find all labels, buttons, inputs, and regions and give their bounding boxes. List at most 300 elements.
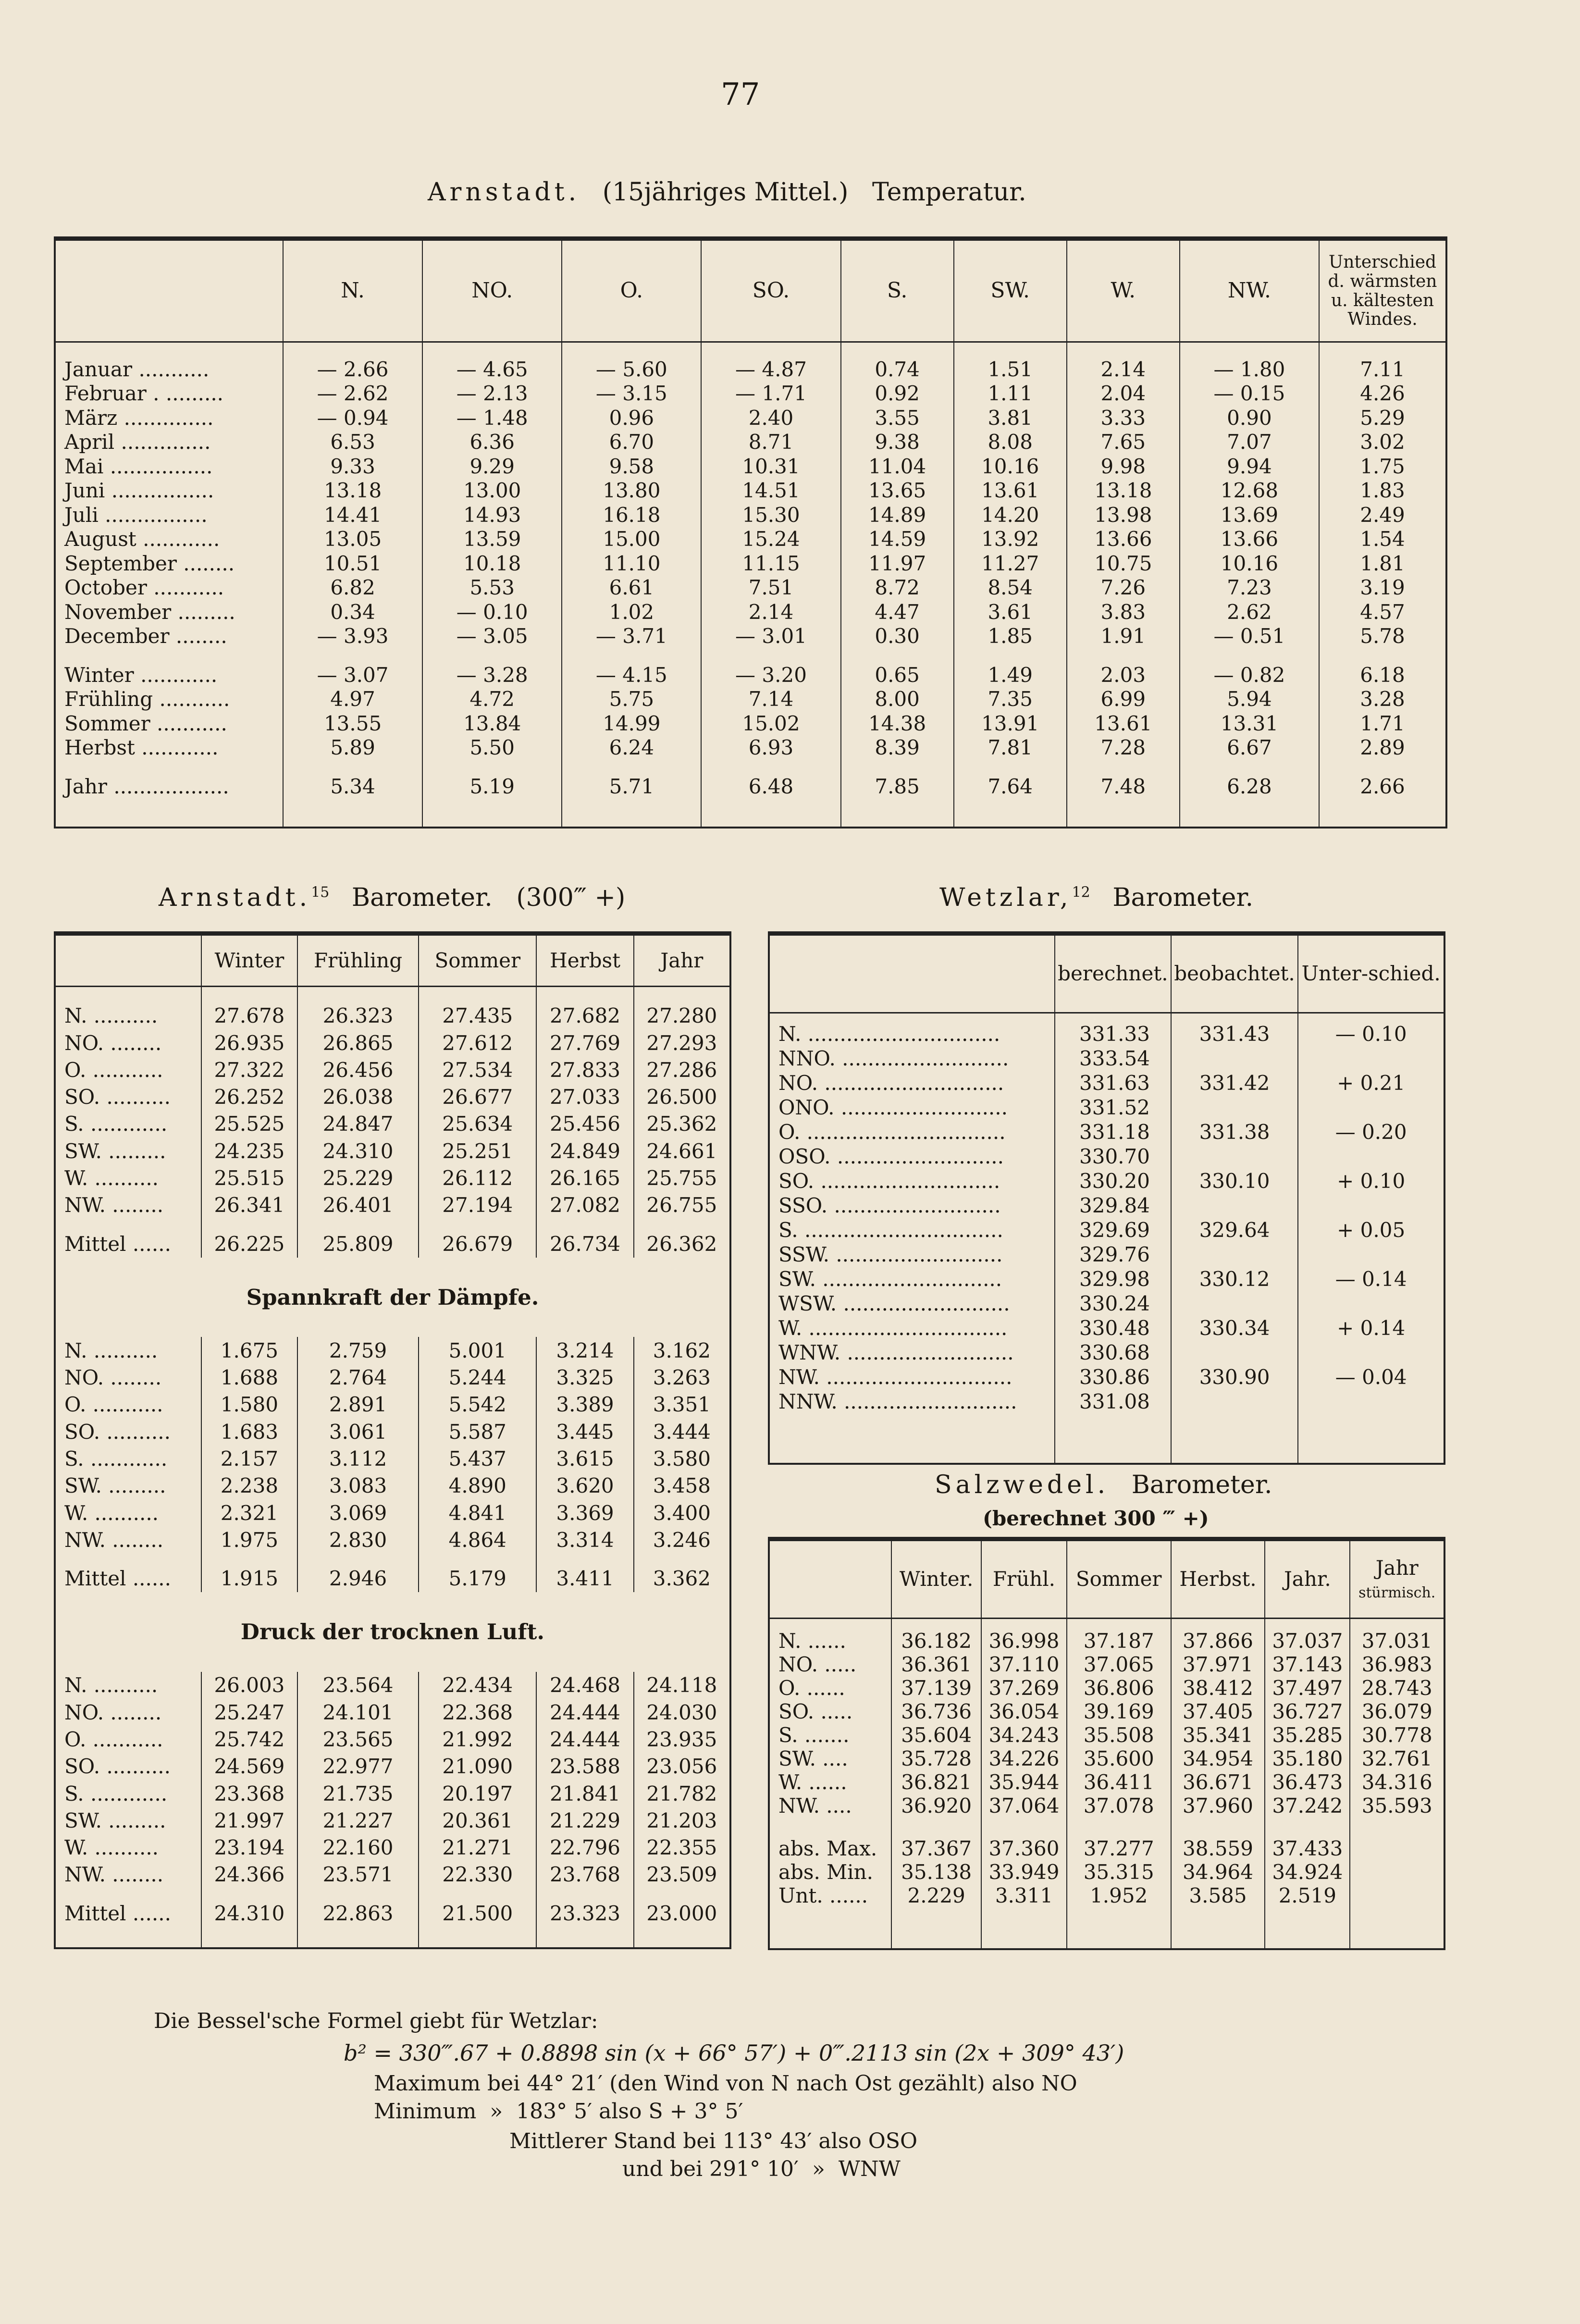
arnstadt-barometer-cell: 24.847 <box>297 1111 419 1137</box>
arnstadt-barometer-cell: 26.323 <box>297 1002 419 1029</box>
temperature-cell: 2.04 <box>1067 382 1180 406</box>
temperature-row <box>55 406 1446 430</box>
salzwedel-col-header-text: Winter. <box>899 1567 974 1591</box>
salzwedel-row-cell: 36.079 <box>1350 1700 1444 1723</box>
temperature-row-label: November ......... <box>64 600 235 624</box>
spannkraft-mittel-cell: 1.915 <box>201 1565 297 1592</box>
salzwedel-col-header <box>1171 1539 1265 1619</box>
druck-cell: 21.203 <box>634 1807 730 1834</box>
wetzlar-row <box>769 1095 1444 1120</box>
spannkraft-cell: 1.675 <box>201 1337 297 1364</box>
arnstadt-barometer-cell: 26.865 <box>297 1029 419 1056</box>
spannkraft-cell: 3.369 <box>536 1499 633 1526</box>
temperature-cell: 5.50 <box>422 736 562 760</box>
spannkraft-row-label: NW. ........ <box>64 1528 164 1552</box>
wetzlar-cell: 331.52 <box>1055 1095 1171 1120</box>
druck-row-label: N. .......... <box>64 1673 158 1697</box>
arnstadt-barometer-cell: 27.082 <box>536 1192 633 1219</box>
temperature-cell: 0.65 <box>841 663 954 687</box>
temperature-cell: 8.08 <box>954 430 1067 455</box>
temperature-col-header: W. <box>1067 239 1180 342</box>
arnstadt-barometer-cell: 27.833 <box>536 1056 633 1083</box>
temperature-cell: 3.28 <box>1319 687 1446 712</box>
druck-row-label: NW. ........ <box>64 1863 164 1887</box>
druck-cell: 21.227 <box>297 1807 419 1834</box>
druck-cell: 22.796 <box>536 1834 633 1861</box>
temperature-cell: — 3.01 <box>701 624 840 649</box>
druck-mittel-cell: 23.323 <box>536 1900 633 1927</box>
arnstadt-barometer-cell: 26.456 <box>297 1056 419 1083</box>
wetzlar-title-place: Wetzlar, <box>939 883 1072 912</box>
spannkraft-cell: 3.314 <box>536 1526 633 1553</box>
salzwedel-extra-row-cell <box>1350 1860 1444 1884</box>
druck-cell: 21.997 <box>201 1807 297 1834</box>
druck-cell: 22.355 <box>634 1834 730 1861</box>
temperature-cell: — 4.15 <box>562 663 701 687</box>
temperature-cell: 5.71 <box>562 774 701 799</box>
salzwedel-barometer-table <box>768 1537 1445 1950</box>
temperature-cell: 0.96 <box>562 406 701 430</box>
temperature-cell: — 3.28 <box>422 663 562 687</box>
temperature-cell: 6.61 <box>562 576 701 600</box>
spannkraft-cell: 3.615 <box>536 1445 633 1472</box>
salzwedel-title-place: Salzwedel. <box>935 1471 1110 1499</box>
wetzlar-row-label: WSW. .......................... <box>778 1291 1010 1315</box>
temperature-cell: 1.71 <box>1319 711 1446 736</box>
wetzlar-row-label: NO. ............................ <box>778 1071 1004 1095</box>
wetzlar-col-header: beobachtet. <box>1171 934 1298 1013</box>
spannkraft-row-label: SW. ......... <box>64 1474 166 1498</box>
salzwedel-row-cell: 36.998 <box>981 1629 1066 1653</box>
salzwedel-row-cell: 37.405 <box>1171 1700 1265 1723</box>
temperature-cell: 6.93 <box>701 736 840 760</box>
druck-cell: 24.366 <box>201 1861 297 1888</box>
temperature-cell: 0.90 <box>1180 406 1319 430</box>
salzwedel-extra-row-cell: 35.315 <box>1067 1860 1171 1884</box>
temperature-cell: 2.14 <box>1067 357 1180 382</box>
salzwedel-row-cell: 36.473 <box>1265 1770 1350 1794</box>
spannkraft-cell: 5.437 <box>419 1445 536 1472</box>
arnstadt-barometer-row <box>55 1029 730 1056</box>
spannkraft-mittel-cell: 3.411 <box>536 1565 633 1592</box>
druck-row <box>55 1726 730 1753</box>
temperature-cell: — 1.48 <box>422 406 562 430</box>
druck-mittel-cell: 23.000 <box>634 1900 730 1927</box>
wetzlar-cell <box>1298 1046 1444 1071</box>
arnstadt-col-header: Herbst <box>536 934 633 987</box>
wetzlar-row <box>769 1071 1444 1095</box>
bessel-mittlerer: Mittlerer Stand bei 113° 43′ also OSO <box>509 2129 918 2153</box>
salzwedel-row-cell: 35.728 <box>891 1747 981 1770</box>
salzwedel-extra-row-cell <box>1350 1884 1444 1907</box>
temperature-row-label: Sommer ........... <box>64 711 227 735</box>
temperature-cell: 0.34 <box>283 600 422 624</box>
arnstadt-barometer-cell: 25.362 <box>634 1111 730 1137</box>
temperature-row-label: Juni ................ <box>64 479 214 503</box>
spannkraft-cell: 3.069 <box>297 1499 419 1526</box>
wetzlar-cell <box>1298 1291 1444 1316</box>
wetzlar-cell: 330.10 <box>1171 1169 1298 1193</box>
arnstadt-barometer-cell: 27.194 <box>419 1192 536 1219</box>
temperature-cell: 3.02 <box>1319 430 1446 455</box>
wetzlar-cell <box>1298 1193 1444 1218</box>
druck-row <box>55 1834 730 1861</box>
temperature-cell: 6.70 <box>562 430 701 455</box>
wetzlar-col-header <box>769 934 1055 1013</box>
salzwedel-row-label: NW. .... <box>778 1793 852 1817</box>
salzwedel-extra-row-cell: 37.277 <box>1067 1837 1171 1860</box>
wetzlar-cell: 331.42 <box>1171 1071 1298 1095</box>
temperature-cell: — 3.71 <box>562 624 701 649</box>
bessel-formula: b² = 330‴.67 + 0.8898 sin (x + 66° 57′) + 0‴.2113 sin (2x + 309° 43′) <box>344 2040 1124 2066</box>
druck-cell: 23.935 <box>634 1726 730 1753</box>
temperature-cell: 9.38 <box>841 430 954 455</box>
temperature-row-label: Frühling ........... <box>64 687 230 711</box>
wetzlar-row-label: SSW. .......................... <box>778 1242 1003 1266</box>
salzwedel-row-label: S. ....... <box>778 1723 850 1747</box>
temperature-cell: 13.92 <box>954 527 1067 552</box>
temperature-row-label: Winter ............ <box>64 663 218 687</box>
druck-cell: 22.330 <box>419 1861 536 1888</box>
salzwedel-col-header <box>1350 1539 1444 1619</box>
wetzlar-cell: 329.69 <box>1055 1218 1171 1242</box>
arnstadt-barometer-cell: 26.500 <box>634 1084 730 1111</box>
spannkraft-row <box>55 1472 730 1499</box>
arnstadt-barometer-row-label: N. .......... <box>64 1004 158 1028</box>
temperature-cell: 2.40 <box>701 406 840 430</box>
spannkraft-cell: 4.890 <box>419 1472 536 1499</box>
spannkraft-cell: 2.891 <box>297 1391 419 1418</box>
salzwedel-extra-row-label: Unt. ...... <box>778 1883 868 1907</box>
arnstadt-barometer-cell: 27.286 <box>634 1056 730 1083</box>
temperature-cell: — 5.60 <box>562 357 701 382</box>
arnstadt-barometer-cell: 27.293 <box>634 1029 730 1056</box>
bessel-maximum: Maximum bei 44° 21′ (den Wind von N nach Ost gezählt) also NO <box>374 2071 1077 2096</box>
spannkraft-cell: 3.351 <box>634 1391 730 1418</box>
wetzlar-row <box>769 1365 1444 1389</box>
spannkraft-cell: 2.764 <box>297 1364 419 1391</box>
spannkraft-cell: 5.001 <box>419 1337 536 1364</box>
temperature-cell: 6.99 <box>1067 687 1180 712</box>
wetzlar-col-header: berechnet. <box>1055 934 1171 1013</box>
spannkraft-row-label: O. ........... <box>64 1393 163 1417</box>
wetzlar-cell: 329.64 <box>1171 1218 1298 1242</box>
arnstadt-barometer-row <box>55 1002 730 1029</box>
temperature-cell: 7.07 <box>1180 430 1319 455</box>
spannkraft-row <box>55 1337 730 1364</box>
salzwedel-row-cell: 35.180 <box>1265 1747 1350 1770</box>
arnstadt-barometer-cell: 26.677 <box>419 1084 536 1111</box>
spannkraft-row-label: SO. .......... <box>64 1420 171 1444</box>
temperature-cell: 13.18 <box>283 479 422 503</box>
salzwedel-row-cell: 36.806 <box>1067 1676 1171 1700</box>
temperature-cell: 7.35 <box>954 687 1067 712</box>
arnstadt-barometer-cell: 26.341 <box>201 1192 297 1219</box>
arnstadt-barometer-mittel-row <box>55 1230 730 1257</box>
arnstadt-barometer-row-label: W. .......... <box>64 1166 159 1190</box>
wetzlar-row-label: NNW. ........................... <box>778 1389 1017 1413</box>
arnstadt-barometer-row-label: SO. .......... <box>64 1085 171 1109</box>
salzwedel-row-cell: 37.037 <box>1265 1629 1350 1653</box>
spannkraft-cell: 1.683 <box>201 1418 297 1445</box>
salzwedel-row <box>769 1723 1444 1747</box>
wetzlar-col-header: Unter-schied. <box>1298 934 1444 1013</box>
arnstadt-barometer-table <box>54 931 731 1949</box>
salzwedel-col-header-text: Jahr <box>1375 1556 1419 1580</box>
salzwedel-title-rest: Barometer. <box>1131 1471 1272 1499</box>
temperature-cell: — 4.65 <box>422 357 562 382</box>
wetzlar-row-label: S. ............................... <box>778 1218 1003 1242</box>
temperature-row <box>55 454 1446 479</box>
salzwedel-col-header <box>891 1539 981 1619</box>
temperature-cell: 16.18 <box>562 503 701 527</box>
druck-cell: 24.444 <box>536 1726 633 1753</box>
temperature-cell: 5.19 <box>422 774 562 799</box>
spannkraft-cell: 1.688 <box>201 1364 297 1391</box>
page-number: 77 <box>721 77 760 112</box>
temperature-row-label: Februar . ......... <box>64 382 224 406</box>
salzwedel-row-cell: 36.736 <box>891 1700 981 1723</box>
arnstadt-barometer-cell: 25.525 <box>201 1111 297 1137</box>
druck-section-title: Druck der trocknen Luft. <box>240 1619 545 1645</box>
temperature-row <box>55 600 1446 624</box>
temperature-cell: — 3.20 <box>701 663 840 687</box>
temperature-cell: 9.94 <box>1180 454 1319 479</box>
temperature-cell: 2.03 <box>1067 663 1180 687</box>
temperature-row <box>55 736 1446 760</box>
arnstadt-barometer-cell: 26.401 <box>297 1192 419 1219</box>
temperature-cell: 5.94 <box>1180 687 1319 712</box>
arnstadt-barometer-mittel-cell: 26.225 <box>201 1230 297 1257</box>
spannkraft-cell: 3.112 <box>297 1445 419 1472</box>
temperature-cell: — 2.62 <box>283 382 422 406</box>
arnstadt-barometer-cell: 27.534 <box>419 1056 536 1083</box>
spannkraft-section-title: Spannkraft der Dämpfe. <box>246 1284 539 1310</box>
temperature-row <box>55 357 1446 382</box>
spannkraft-cell: 5.244 <box>419 1364 536 1391</box>
salzwedel-row-cell: 35.600 <box>1067 1747 1171 1770</box>
temperature-cell: 13.66 <box>1180 527 1319 552</box>
salzwedel-row-cell: 37.110 <box>981 1653 1066 1676</box>
wetzlar-row-label: N. .............................. <box>778 1022 1000 1046</box>
spannkraft-cell: 2.830 <box>297 1526 419 1553</box>
salzwedel-col-header-text: Sommer <box>1075 1567 1162 1591</box>
wetzlar-cell: 330.90 <box>1171 1365 1298 1389</box>
salzwedel-extra-row-cell: 37.433 <box>1265 1837 1350 1860</box>
druck-cell: 23.564 <box>297 1672 419 1699</box>
spannkraft-cell: 1.975 <box>201 1526 297 1553</box>
arnstadt-barometer-row <box>55 1111 730 1137</box>
temperature-col-header: NO. <box>422 239 562 342</box>
spannkraft-row-label: W. .......... <box>64 1501 159 1525</box>
temperature-row <box>55 663 1446 687</box>
arnstadt-barometer-cell: 26.935 <box>201 1029 297 1056</box>
spannkraft-cell: 3.580 <box>634 1445 730 1472</box>
temperature-cell: 10.18 <box>422 551 562 576</box>
temperature-cell: 14.51 <box>701 479 840 503</box>
temperature-cell: 13.61 <box>954 479 1067 503</box>
temperature-col-header: SO. <box>701 239 840 342</box>
wetzlar-row <box>769 1193 1444 1218</box>
salzwedel-row-cell: 36.182 <box>891 1629 981 1653</box>
temperature-cell: 14.99 <box>562 711 701 736</box>
druck-row-label: SW. ......... <box>64 1808 166 1832</box>
druck-row <box>55 1807 730 1834</box>
spannkraft-cell: 3.620 <box>536 1472 633 1499</box>
arnstadt-barometer-footnote: 15 <box>311 884 330 901</box>
temperature-cell: 14.93 <box>422 503 562 527</box>
salzwedel-row-cell: 39.169 <box>1067 1700 1171 1723</box>
druck-row-label: SO. .......... <box>64 1755 171 1779</box>
wetzlar-cell <box>1298 1144 1444 1169</box>
temperature-cell: 5.34 <box>283 774 422 799</box>
spannkraft-cell: 5.542 <box>419 1391 536 1418</box>
spannkraft-row <box>55 1526 730 1553</box>
spannkraft-cell: 3.400 <box>634 1499 730 1526</box>
wetzlar-row <box>769 1389 1444 1414</box>
temperature-cell: 2.62 <box>1180 600 1319 624</box>
arnstadt-barometer-cell: 27.280 <box>634 1002 730 1029</box>
spannkraft-row <box>55 1391 730 1418</box>
wetzlar-cell: 330.20 <box>1055 1169 1171 1193</box>
temperature-row-label: Jahr .................. <box>64 774 229 798</box>
wetzlar-cell: 330.34 <box>1171 1316 1298 1340</box>
spannkraft-cell: 3.458 <box>634 1472 730 1499</box>
temperature-cell: 3.81 <box>954 406 1067 430</box>
arnstadt-barometer-cell: 27.612 <box>419 1029 536 1056</box>
temperature-row <box>55 576 1446 600</box>
temperature-cell: — 0.51 <box>1180 624 1319 649</box>
druck-cell: 23.509 <box>634 1861 730 1888</box>
druck-cell: 24.030 <box>634 1699 730 1726</box>
salzwedel-row <box>769 1794 1444 1817</box>
druck-cell: 25.742 <box>201 1726 297 1753</box>
arnstadt-barometer-mittel-cell: 26.362 <box>634 1230 730 1257</box>
spannkraft-mittel-cell: 5.179 <box>419 1565 536 1592</box>
wetzlar-cell <box>1171 1291 1298 1316</box>
temperature-cell: 1.49 <box>954 663 1067 687</box>
wetzlar-cell: 331.33 <box>1055 1022 1171 1046</box>
temperature-row <box>55 711 1446 736</box>
temperature-cell: 5.78 <box>1319 624 1446 649</box>
temperature-cell: 2.49 <box>1319 503 1446 527</box>
salzwedel-row <box>769 1653 1444 1676</box>
spannkraft-cell: 3.162 <box>634 1337 730 1364</box>
druck-cell: 21.841 <box>536 1780 633 1807</box>
spannkraft-cell: 4.864 <box>419 1526 536 1553</box>
temperature-row-label: December ........ <box>64 624 227 648</box>
druck-row-label: W. .......... <box>64 1836 159 1860</box>
salzwedel-extra-row-cell: 35.138 <box>891 1860 981 1884</box>
salzwedel-row-cell: 37.031 <box>1350 1629 1444 1653</box>
temperature-cell: 1.81 <box>1319 551 1446 576</box>
druck-mittel-label: Mittel ...... <box>64 1902 171 1925</box>
salzwedel-row-cell: 35.341 <box>1171 1723 1265 1747</box>
temperature-col-header: NW. <box>1180 239 1319 342</box>
arnstadt-barometer-mittel-cell: 25.809 <box>297 1230 419 1257</box>
spannkraft-cell: 5.587 <box>419 1418 536 1445</box>
arnstadt-barometer-cell: 25.634 <box>419 1111 536 1137</box>
wetzlar-row-label: SW. ............................ <box>778 1267 1002 1291</box>
wetzlar-cell: 329.84 <box>1055 1193 1171 1218</box>
temperature-cell: 2.14 <box>701 600 840 624</box>
temperature-row-label: April .............. <box>64 430 211 454</box>
temperature-row-label: Juli ................ <box>64 503 208 527</box>
temperature-col-header: S. <box>841 239 954 342</box>
temperature-cell: 6.82 <box>283 576 422 600</box>
salzwedel-row-cell: 35.285 <box>1265 1723 1350 1747</box>
arnstadt-barometer-cell: 27.678 <box>201 1002 297 1029</box>
wetzlar-cell: 330.70 <box>1055 1144 1171 1169</box>
salzwedel-col-header-text: Jahr. <box>1284 1567 1331 1591</box>
temperature-cell: 3.33 <box>1067 406 1180 430</box>
spannkraft-mittel-cell: 3.362 <box>634 1565 730 1592</box>
arnstadt-barometer-cell: 27.033 <box>536 1084 633 1111</box>
temperature-cell: — 3.93 <box>283 624 422 649</box>
salzwedel-row-cell: 36.727 <box>1265 1700 1350 1723</box>
temperature-cell: 7.23 <box>1180 576 1319 600</box>
wetzlar-cell: 331.18 <box>1055 1120 1171 1144</box>
arnstadt-barometer-row-label: NW. ........ <box>64 1193 164 1217</box>
arnstadt-barometer-cell: 24.849 <box>536 1137 633 1164</box>
arnstadt-barometer-cell: 24.310 <box>297 1137 419 1164</box>
salzwedel-row-cell: 36.411 <box>1067 1770 1171 1794</box>
wetzlar-row <box>769 1120 1444 1144</box>
temperature-cell: 13.61 <box>1067 711 1180 736</box>
arnstadt-barometer-cell: 25.515 <box>201 1164 297 1191</box>
salzwedel-row-cell: 37.866 <box>1171 1629 1265 1653</box>
temperature-cell: 1.51 <box>954 357 1067 382</box>
druck-cell: 24.444 <box>536 1699 633 1726</box>
temperature-cell: 13.55 <box>283 711 422 736</box>
salzwedel-row-label: NO. ..... <box>778 1652 857 1676</box>
temperature-row <box>55 479 1446 503</box>
salzwedel-row-cell: 36.671 <box>1171 1770 1265 1794</box>
druck-row <box>55 1753 730 1780</box>
temperature-cell: 4.26 <box>1319 382 1446 406</box>
salzwedel-extra-row-cell: 33.949 <box>981 1860 1066 1884</box>
temperature-cell: 4.97 <box>283 687 422 712</box>
salzwedel-extra-row <box>769 1837 1444 1860</box>
temperature-cell: 11.04 <box>841 454 954 479</box>
arnstadt-barometer-row <box>55 1084 730 1111</box>
temperature-cell: 10.51 <box>283 551 422 576</box>
temperature-cell: — 2.66 <box>283 357 422 382</box>
temperature-cell: 6.48 <box>701 774 840 799</box>
wetzlar-row-label: ONO. .......................... <box>778 1095 1008 1119</box>
druck-cell: 22.368 <box>419 1699 536 1726</box>
spannkraft-cell: 3.061 <box>297 1418 419 1445</box>
temperature-cell: 7.28 <box>1067 736 1180 760</box>
temperature-cell: 6.67 <box>1180 736 1319 760</box>
salzwedel-extra-row-cell: 2.229 <box>891 1884 981 1907</box>
salzwedel-row <box>769 1747 1444 1770</box>
temperature-row <box>55 382 1446 406</box>
temperature-cell: 13.91 <box>954 711 1067 736</box>
arnstadt-barometer-cell: 24.235 <box>201 1137 297 1164</box>
salzwedel-extra-row-cell: 34.924 <box>1265 1860 1350 1884</box>
temperature-cell: 2.66 <box>1319 774 1446 799</box>
salzwedel-row-cell: 36.054 <box>981 1700 1066 1723</box>
temperature-cell: 1.75 <box>1319 454 1446 479</box>
temperature-cell: 15.00 <box>562 527 701 552</box>
druck-mittel-cell: 24.310 <box>201 1900 297 1927</box>
temperature-cell: 9.29 <box>422 454 562 479</box>
druck-mittel-cell: 22.863 <box>297 1900 419 1927</box>
temperature-cell: 2.89 <box>1319 736 1446 760</box>
wetzlar-cell: — 0.20 <box>1298 1120 1444 1144</box>
wetzlar-row-label: SO. ............................ <box>778 1169 1000 1193</box>
